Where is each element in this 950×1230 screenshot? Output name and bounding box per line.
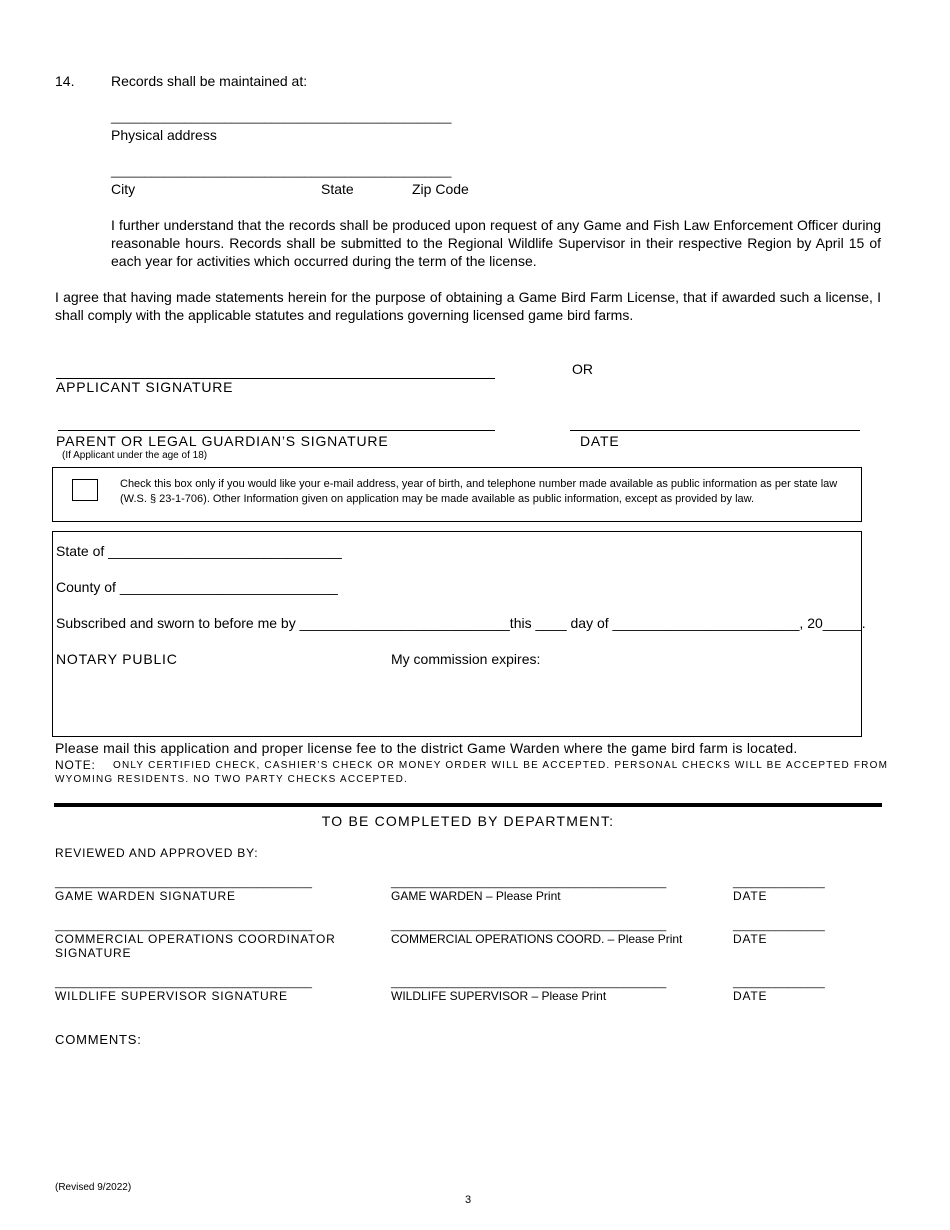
coordinator-signature-label-line-2: SIGNATURE [55,946,132,960]
date-line[interactable] [570,430,860,431]
note-label: NOTE: [55,758,96,772]
item-number: 14. [55,73,75,89]
supervisor-date-line[interactable]: _______________ [733,977,825,989]
records-understanding-paragraph: I further understand that the records shall be produced upon request of any Game and Fish Law Enforcement Officer during reasonable hours. Records shall be submitted to the Regional Wildlife Supervisor in their respective Region by April 15 of each year for activities which occurred during the term of the license. [111,217,881,269]
reviewed-approved-label: REVIEWED AND APPROVED BY: [55,846,259,860]
applicant-signature-label: APPLICANT SIGNATURE [56,379,234,395]
section-divider [54,803,882,807]
coordinator-date-line[interactable]: _______________ [733,920,825,932]
revised-date: (Revised 9/2022) [55,1182,132,1193]
notary-public-label: NOTARY PUBLIC [56,651,178,667]
zip-code-label: Zip Code [412,181,469,197]
agreement-paragraph: I agree that having made statements herein for the purpose of obtaining a Game Bird Farm License, that if awarded such a license, I shall comply with the applicable statutes and regulations governing licensed game bird farms. [55,289,881,323]
notary-box [52,531,866,737]
city-label: City [111,181,136,197]
comments-label: COMMENTS: [55,1032,142,1047]
state-of-field[interactable]: State of ______________________________ [56,543,342,559]
note-line-2: WYOMING RESIDENTS. NO TWO PARTY CHECKS ACCEPTED. [55,774,409,785]
commission-expires-label: My commission expires: [391,651,541,667]
guardian-age-note: (If Applicant under the age of 18) [62,450,208,461]
subscribed-sworn-field[interactable]: Subscribed and sworn to before me by ___________________________this ____ day of ________________________, 20_____. [56,615,866,631]
supervisor-print-line[interactable]: _____________________________________________ [391,977,667,989]
game-warden-signature-label: GAME WARDEN SIGNATURE [55,889,236,903]
game-warden-print-label: GAME WARDEN – Please Print [391,889,561,903]
public-info-box [52,467,862,522]
public-info-text: Check this box only if you would like your e-mail address, year of birth, and telephone number made available as public information as per state law (W.S. § 23-1-706). Other Information given on application may be made available as public information, except as provided by law. [120,478,838,505]
supervisor-signature-label: WILDLIFE SUPERVISOR SIGNATURE [55,989,288,1003]
coordinator-signature-label: COMMERCIAL OPERATIONS COORDINATOR [55,932,336,946]
county-of-field[interactable]: County of ____________________________ [56,579,338,595]
game-warden-date-label: DATE [733,889,768,903]
page-number: 3 [464,1194,472,1206]
supervisor-signature-line[interactable]: __________________________________________ [55,977,312,989]
coordinator-date-label: DATE [733,932,768,946]
department-heading: TO BE COMPLETED BY DEPARTMENT: [321,813,615,829]
or-label: OR [572,361,593,377]
guardian-signature-label: PARENT OR LEGAL GUARDIAN’S SIGNATURE [56,433,389,449]
note-line-1: ONLY CERTIFIED CHECK, CASHIER’S CHECK OR MONEY ORDER WILL BE ACCEPTED. PERSONAL CHECKS WILL BE ACCEPTED FROM [113,760,889,771]
address-blank-line[interactable]: ___________________________________________________ [111,110,452,124]
public-info-checkbox[interactable] [72,479,98,501]
city-state-zip-blank-line[interactable]: ___________________________________________________ [111,164,452,178]
guardian-signature-line[interactable] [58,430,495,431]
state-label: State [321,181,354,197]
date-label: DATE [580,433,620,449]
mail-instructions: Please mail this application and proper license fee to the district Game Warden where the game bird farm is located. [55,740,798,756]
physical-address-label: Physical address [111,127,217,143]
supervisor-date-label: DATE [733,989,768,1003]
records-heading: Records shall be maintained at: [111,73,308,89]
coordinator-print-line[interactable]: _____________________________________________ [391,920,667,932]
comments-area[interactable] [55,1052,877,1174]
game-warden-date-line[interactable]: _______________ [733,877,825,889]
coordinator-print-label: COMMERCIAL OPERATIONS COORD. – Please Print [391,932,683,946]
coordinator-signature-line[interactable]: __________________________________________ [55,920,312,932]
game-warden-signature-line[interactable]: __________________________________________ [55,877,312,889]
game-warden-print-line[interactable]: _____________________________________________ [391,877,667,889]
supervisor-print-label: WILDLIFE SUPERVISOR – Please Print [391,989,607,1003]
